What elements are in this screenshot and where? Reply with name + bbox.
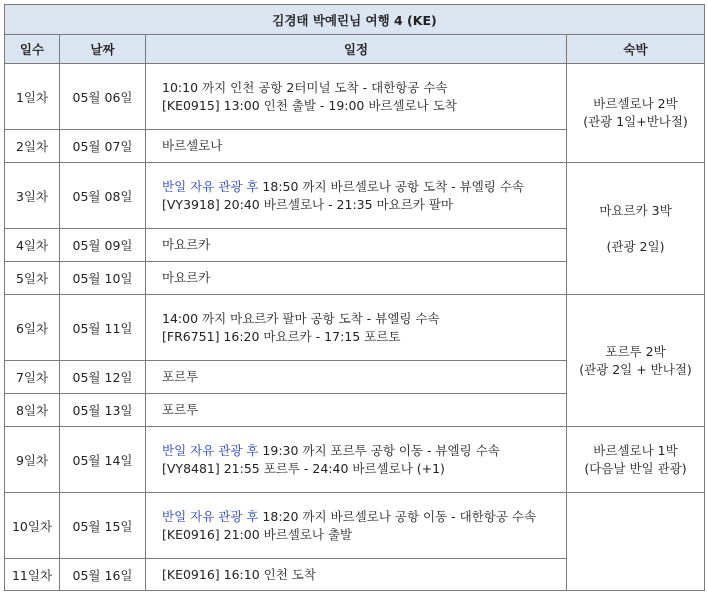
table-row bbox=[5, 295, 705, 361]
table-row bbox=[5, 64, 705, 130]
header-stay: 숙박 bbox=[567, 35, 705, 64]
schedule-line: 10:10 까지 인천 공항 2터미널 도착 - 대한항공 수속 bbox=[162, 79, 448, 95]
date-cell: 05월 12일 bbox=[60, 361, 146, 394]
day-cell: 8일차 bbox=[5, 394, 60, 427]
header-date: 날짜 bbox=[60, 35, 146, 64]
highlight-text: 반일 자유 관광 후 bbox=[162, 508, 259, 524]
schedule-cell bbox=[146, 493, 567, 559]
table-title: 김경태 박예린님 여행 4 (KE) bbox=[5, 5, 705, 35]
itinerary-table bbox=[4, 4, 705, 591]
day-cell: 2일차 bbox=[5, 130, 60, 163]
schedule-line: [KE0915] 13:00 인천 출발 - 19:00 바르셀로나 도착 bbox=[162, 97, 457, 113]
stay-cell bbox=[567, 64, 705, 163]
stay-cell bbox=[567, 295, 705, 427]
date-cell: 05월 11일 bbox=[60, 295, 146, 361]
schedule-cell bbox=[146, 427, 567, 493]
date-cell: 05월 10일 bbox=[60, 262, 146, 295]
schedule-line: 반일 자유 관광 후 18:20 까지 바르셀로나 공항 이동 - 대한항공 수속 bbox=[162, 508, 537, 524]
date-cell: 05월 07일 bbox=[60, 130, 146, 163]
stay-line: (관광 2일 + 반나절) bbox=[579, 361, 692, 377]
header-day: 일수 bbox=[5, 35, 60, 64]
stay-cell bbox=[567, 427, 705, 493]
day-cell: 11일차 bbox=[5, 559, 60, 591]
schedule-cell bbox=[146, 295, 567, 361]
stay-line: 마요르카 3박 bbox=[599, 202, 672, 218]
highlight-text: 반일 자유 관광 후 bbox=[162, 178, 259, 194]
schedule-cell: 바르셀로나 bbox=[146, 130, 567, 163]
day-cell: 4일차 bbox=[5, 229, 60, 262]
date-cell: 05월 09일 bbox=[60, 229, 146, 262]
schedule-cell bbox=[146, 64, 567, 130]
day-cell: 1일차 bbox=[5, 64, 60, 130]
day-cell: 5일차 bbox=[5, 262, 60, 295]
schedule-cell: 포르투 bbox=[146, 361, 567, 394]
day-cell: 10일차 bbox=[5, 493, 60, 559]
schedule-cell: [KE0916] 16:10 인천 도착 bbox=[146, 559, 567, 591]
schedule-line: 14:00 까지 마요르카 팔마 공항 도착 - 뷰엘링 수속 bbox=[162, 310, 440, 326]
schedule-cell: 포르투 bbox=[146, 394, 567, 427]
schedule-line: [KE0916] 21:00 바르셀로나 출발 bbox=[162, 526, 353, 542]
stay-line: 바르셀로나 2박 bbox=[593, 96, 678, 111]
day-cell: 3일차 bbox=[5, 163, 60, 229]
date-cell: 05월 06일 bbox=[60, 64, 146, 130]
date-cell: 05월 08일 bbox=[60, 163, 146, 229]
schedule-line: 반일 자유 관광 후 19:30 까지 포르투 공항 이동 - 뷰엘링 수속 bbox=[162, 442, 500, 458]
schedule-cell: 마요르카 bbox=[146, 262, 567, 295]
schedule-cell bbox=[146, 163, 567, 229]
stay-cell bbox=[567, 493, 705, 591]
date-cell: 05월 16일 bbox=[60, 559, 146, 591]
stay-line: (관광 2일) bbox=[606, 238, 665, 254]
stay-line: 포르투 2박 bbox=[605, 343, 666, 359]
schedule-line: [VY8481] 21:55 포르투 - 24:40 바르셀로나 (+1) bbox=[162, 460, 445, 476]
date-cell: 05월 14일 bbox=[60, 427, 146, 493]
table-row bbox=[5, 427, 705, 493]
day-cell: 6일차 bbox=[5, 295, 60, 361]
date-cell: 05월 13일 bbox=[60, 394, 146, 427]
stay-line: 바르셀로나 1박 bbox=[593, 442, 678, 458]
schedule-cell: 마요르카 bbox=[146, 229, 567, 262]
schedule-line: 반일 자유 관광 후 18:50 까지 바르셀로나 공항 도착 - 뷰엘링 수속 bbox=[162, 178, 524, 194]
table-row bbox=[5, 493, 705, 559]
day-cell: 7일차 bbox=[5, 361, 60, 394]
table-row bbox=[5, 163, 705, 229]
stay-line: (관광 1일+반나절) bbox=[583, 114, 688, 129]
highlight-text: 반일 자유 관광 후 bbox=[162, 442, 259, 458]
schedule-line: [FR6751] 16:20 마요르카 - 17:15 포르토 bbox=[162, 328, 401, 344]
stay-line: (다음날 반일 관광) bbox=[584, 460, 687, 476]
day-cell: 9일차 bbox=[5, 427, 60, 493]
date-cell: 05월 15일 bbox=[60, 493, 146, 559]
stay-cell bbox=[567, 163, 705, 295]
header-schedule: 일정 bbox=[146, 35, 567, 64]
schedule-line: [VY3918] 20:40 바르셀로나 - 21:35 마요르카 팔마 bbox=[162, 196, 453, 212]
